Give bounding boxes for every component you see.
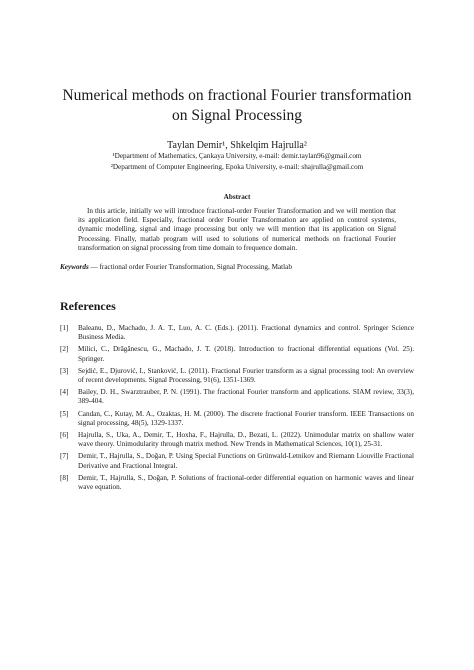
reference-item xyxy=(60,388,414,406)
reference-item xyxy=(60,474,414,492)
reference-number: [3] xyxy=(60,366,69,375)
reference-number: [4] xyxy=(60,388,69,397)
keywords-text: — fractional order Fourier Transformation, Signal Processing, Matlab xyxy=(90,263,292,272)
reference-text: Candan, C., Kutay, M. A., Ozaktas, H. M. (2000). The discrete fractional Fourier transform. IEEE Transactions on signal processing, 48(5), 1329-1337. xyxy=(78,409,414,427)
reference-text: Hajrulla, S., Uka, A., Demir, T., Hoxha, F., Hajrulla, D., Bezati, L. (2022). Unimodular matrix on shallow water wave theory. Unimodularity through matrix method. New Trends in Mathematical Sciences, 10(1), 25-31. xyxy=(78,431,414,449)
reference-list xyxy=(60,324,414,492)
reference-number: [8] xyxy=(60,473,69,482)
reference-text: Baleanu, D., Machado, J. A. T., Luo, A. C. (Eds.). (2011). Fractional dynamics and control. Springer Science Business Media. xyxy=(78,324,414,342)
reference-item xyxy=(60,367,414,385)
abstract-text: In this article, initially we will introduce fractional-order Fourier Transformation and we will mention that its application field. Especially, fractional order Fourier Transformation are applied on control systems, dynamic modelling, signal and image processing but only we will mention that its application on Signal Processing. Finally, matlab program will used to solutions of numerical methods on fractional Fourier transformation on signal processing from time domain to frequence domain. xyxy=(78,207,396,252)
affiliation-1: ¹Department of Mathematics, Çankaya University, e-mail: demir.taylan96@gmail.com xyxy=(112,152,362,160)
reference-item xyxy=(60,452,414,470)
reference-item xyxy=(60,324,414,342)
references-heading: References xyxy=(60,299,116,314)
reference-item xyxy=(60,410,414,428)
reference-number: [6] xyxy=(60,431,69,440)
reference-number: [5] xyxy=(60,409,69,418)
keywords-line xyxy=(60,263,414,271)
reference-text: Bailey, D. H., Swarztrauber, P. N. (1991). The fractional Fourier transform and applications. SIAM review, 33(3), 389-404. xyxy=(78,388,414,406)
reference-text: Sejdić, E., Djurović, I., Stanković, L. (2011). Fractional Fourier transform as a signal processing tool: An overview of recent developments. Signal Processing, 91(6), 1351-1369. xyxy=(78,366,414,385)
reference-text: Demir, T., Hajrulla, S., Doğan, P. Solutions of fractional-order differential equation on harmonic waves and linear wave equation. xyxy=(78,473,414,492)
reference-item xyxy=(60,431,414,449)
reference-text: Demir, T., Hajrulla, S., Doğan, P. Using Special Functions on Grünwald-Letnikov and Riemann Liouville Fractional Derivative and Fractional Integral. xyxy=(78,452,414,470)
affiliation-2: ²Department of Computer Engineering, Epoka University, e-mail: shajrulla@gmail.com xyxy=(110,163,364,171)
abstract-heading: Abstract xyxy=(223,193,251,201)
author-list: Taylan Demir¹, Shkelqim Hajrulla² xyxy=(167,140,307,151)
reference-number: [2] xyxy=(60,345,69,354)
reference-number: [7] xyxy=(60,452,69,461)
paper-title: Numerical methods on fractional Fourier transformation on Signal Processing xyxy=(62,87,412,124)
reference-item xyxy=(60,345,414,363)
reference-number: [1] xyxy=(60,324,69,333)
keywords-label: Keywords xyxy=(60,263,89,272)
reference-text: Milici, C., Drăgănescu, G., Machado, J. T. (2018). Introduction to fractional differential equations (Vol. 25). Springer. xyxy=(78,345,414,363)
